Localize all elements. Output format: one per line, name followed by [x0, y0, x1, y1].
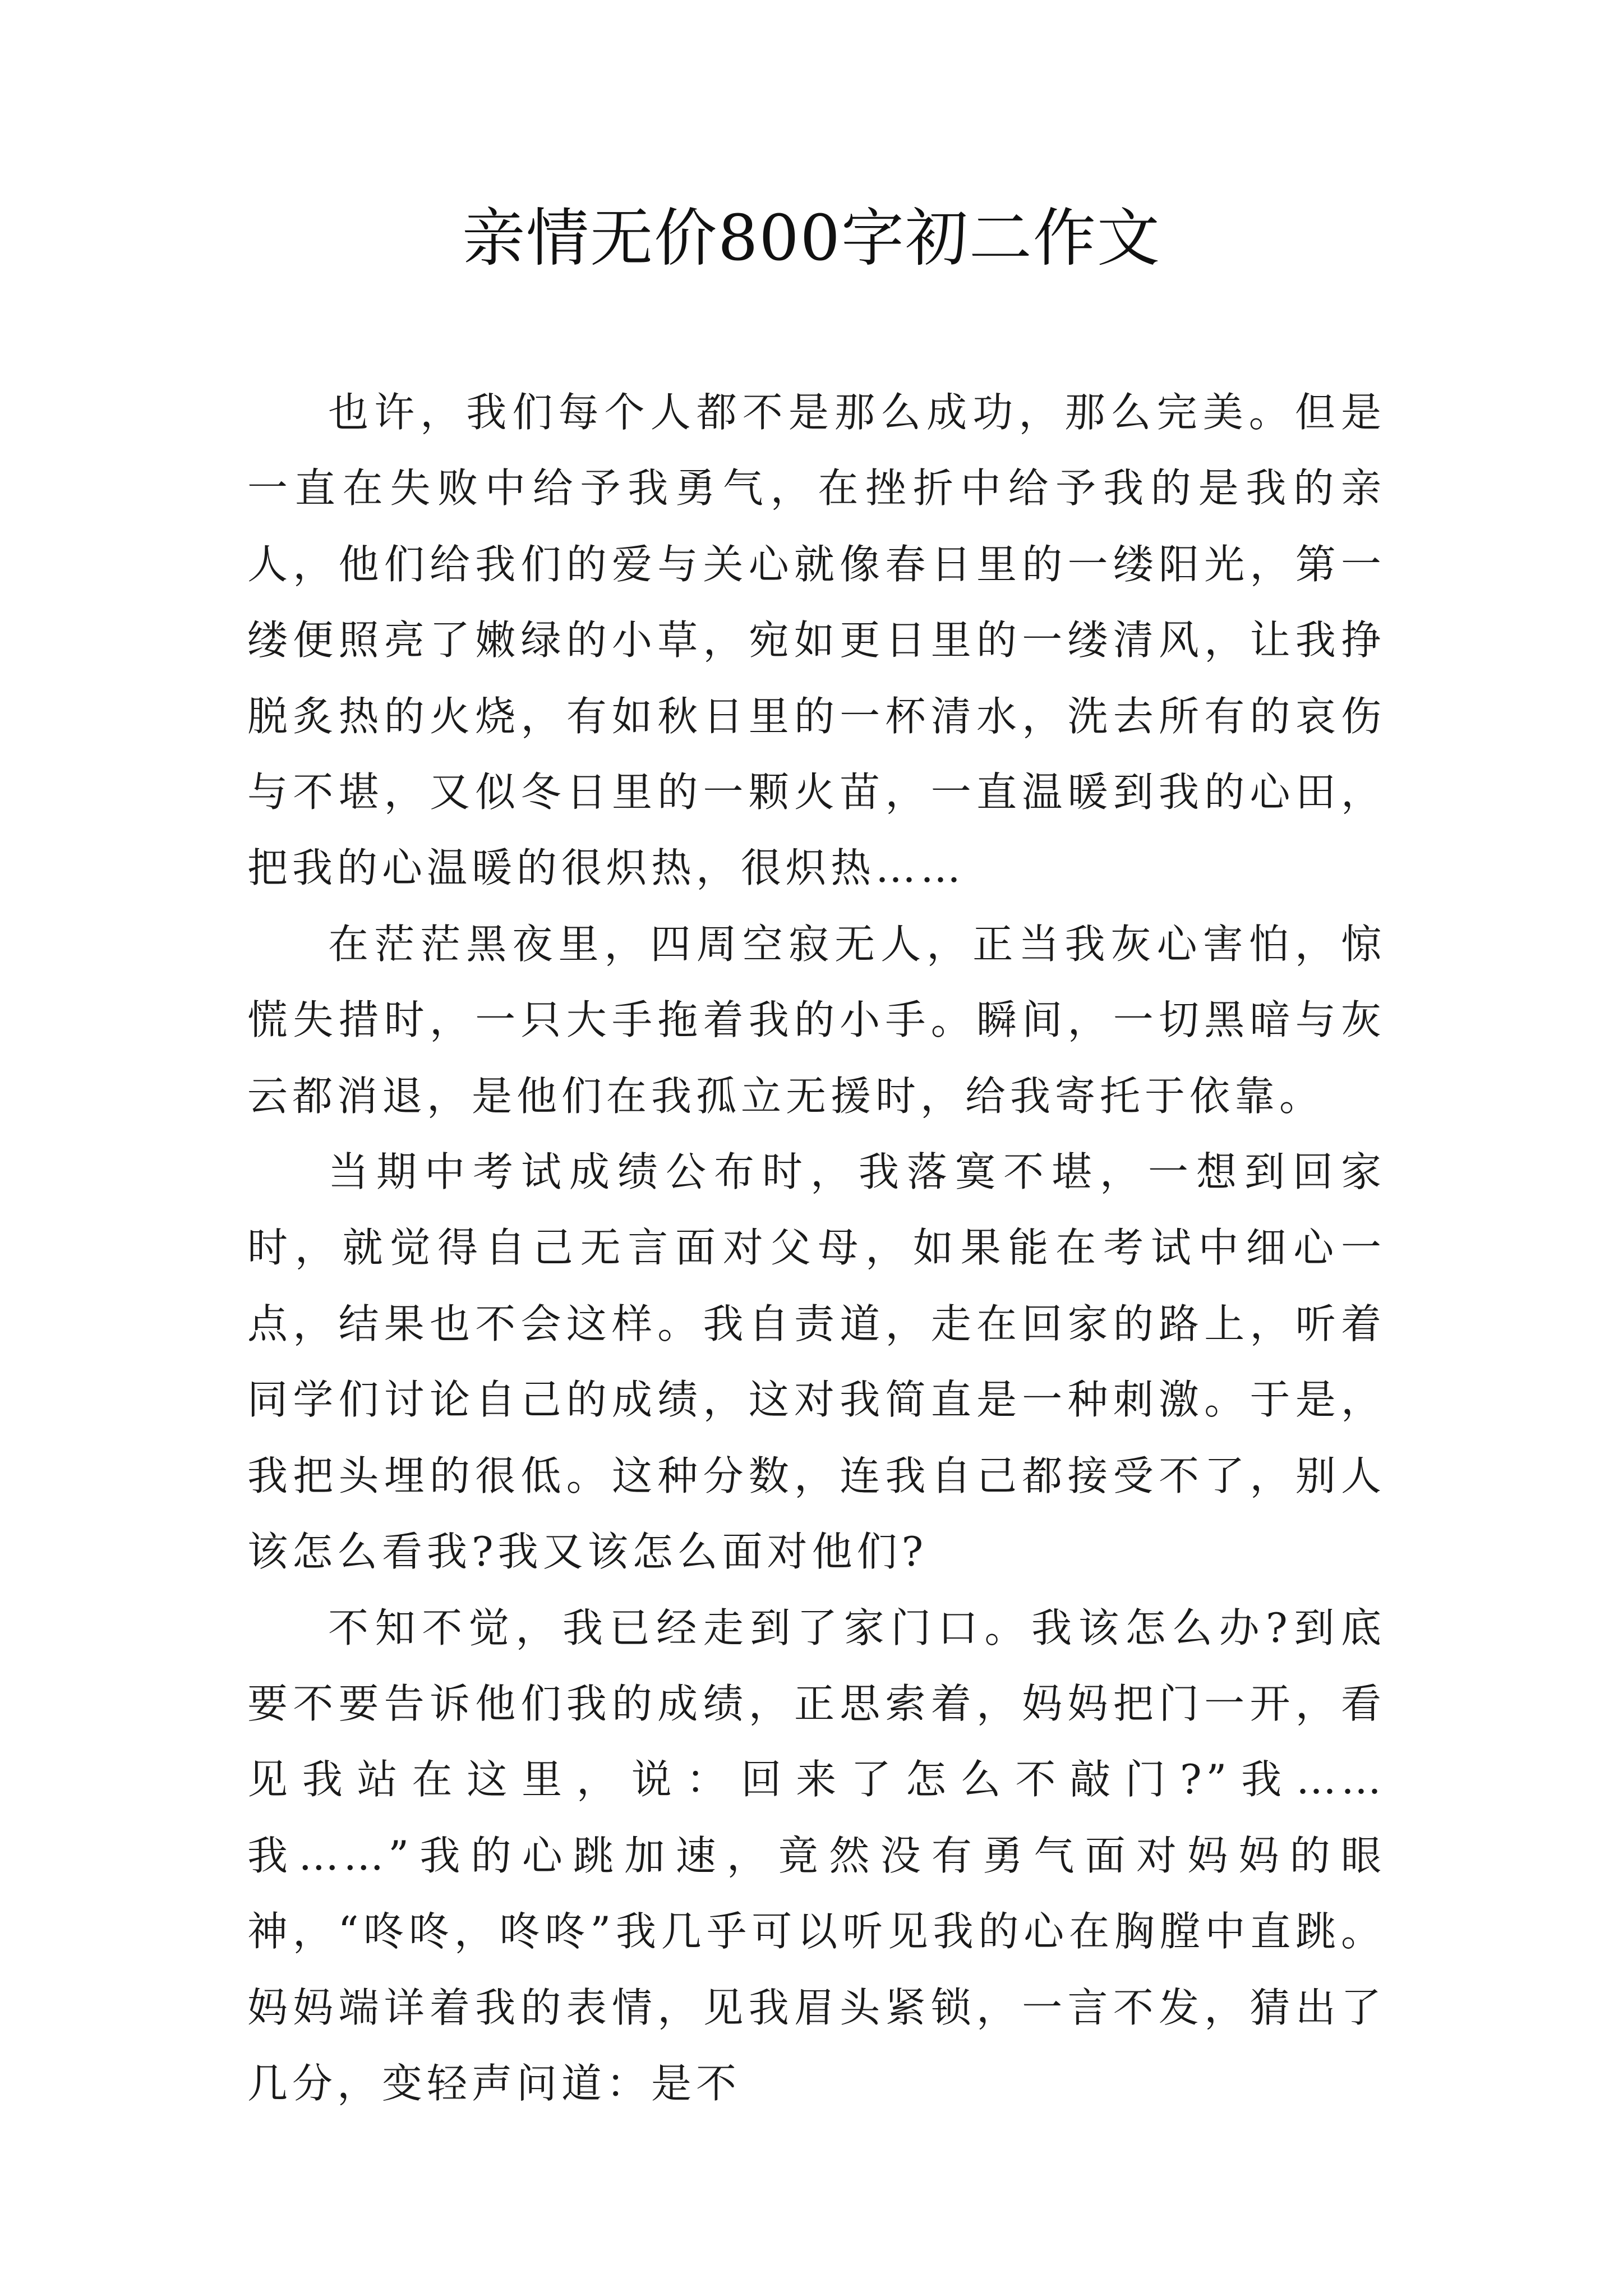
- paragraph-1: 也许，我们每个人都不是那么成功，那么完美。但是一直在失败中给予我勇气，在挫折中给予我的是我的亲人，他们给我们的爱与关心就像春日里的一缕阳光，第一缕便照亮了嫩绿的小草，宛如更日里的一缕清风，让我挣脱炙热的火烧，有如秋日里的一杯清水，洗去所有的哀伤与不堪，又似冬日里的一颗火苗，一直温暖到我的心田，把我的心温暖的很炽热，很炽热……: [247, 389, 1386, 892]
- paragraph-3: 当期中考试成绩公布时，我落寞不堪，一想到回家时，就觉得自己无言面对父母，如果能在考试中细心一点，结果也不会这样。我自责道，走在回家的路上，听着同学们讨论自己的成绩，这对我简直是一种刺激。于是，我把头埋的很低。这种分数，连我自己都接受不了，别人该怎么看我?我又该怎么面对他们?: [247, 1148, 1386, 1576]
- paragraph-2: 在茫茫黑夜里，四周空寂无人，正当我灰心害怕，惊慌失措时，一只大手拖着我的小手。瞬间，一切黑暗与灰云都消退，是他们在我孤立无援时，给我寄托于依靠。: [247, 920, 1386, 1120]
- paragraph-4: 不知不觉，我已经走到了家门口。我该怎么办?到底要不要告诉他们我的成绩，正思索着，妈妈把门一开，看见我站在这里，说：回来了怎么不敲门?”我……我……”我的心跳加速，竟然没有勇气面对妈妈的眼神，“咚咚，咚咚”我几乎可以听见我的心在胸膛中直跳。妈妈端详着我的表情，见我眉头紧锁，一言不发，猜出了几分，变轻声问道：是不: [247, 1604, 1386, 2107]
- essay-body: [247, 375, 1386, 2122]
- page-title: 亲情无价800字初二作文: [462, 202, 1161, 275]
